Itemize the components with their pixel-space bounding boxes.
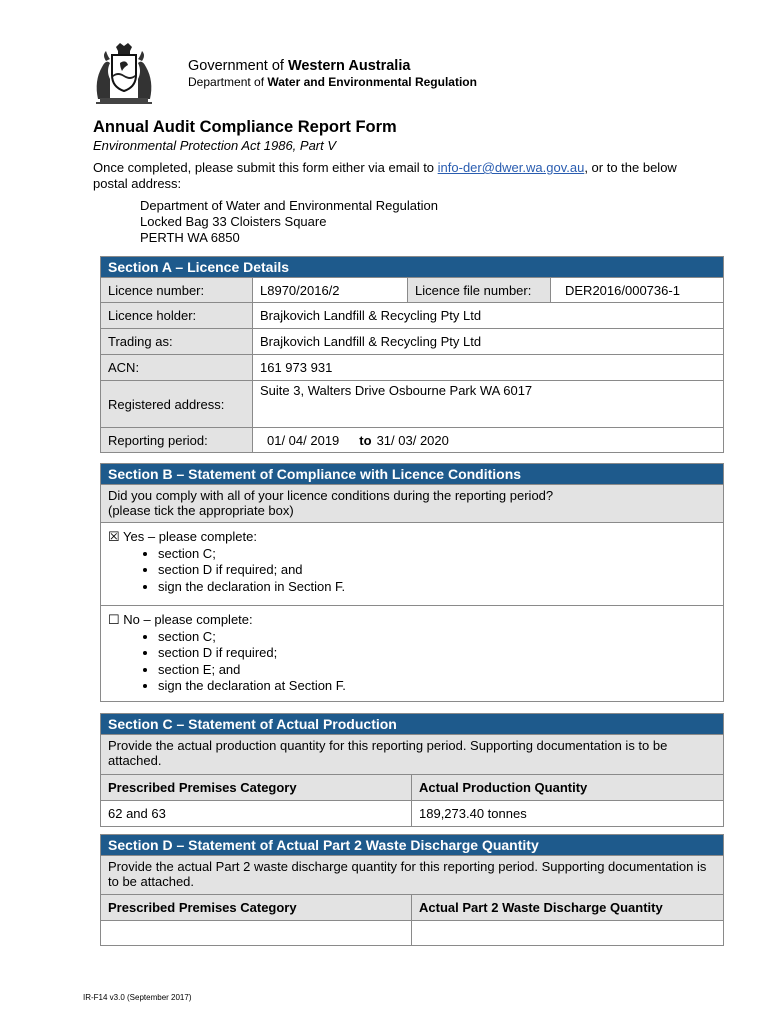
section-d xyxy=(100,834,724,946)
trading-as-field[interactable]: Brajkovich Landfill & Recycling Pty Ltd xyxy=(260,334,482,349)
list-item: • sign the declaration in Section F. xyxy=(158,579,716,596)
period-to-label: to xyxy=(359,432,372,448)
period-from-field[interactable]: 01/ 04/ 2019 xyxy=(267,432,340,448)
yes-option xyxy=(101,523,723,606)
trading-as-label: Trading as: xyxy=(101,329,253,354)
list-item: • section C; xyxy=(158,546,716,563)
form-subtitle: Environmental Protection Act 1986, Part V xyxy=(93,138,337,153)
licence-number-field[interactable]: L8970/2016/2 xyxy=(253,278,408,302)
production-quantity-field[interactable]: 189,273.40 tonnes xyxy=(419,806,527,821)
yes-label: Yes – please complete: xyxy=(123,529,257,544)
registered-address-label: Registered address: xyxy=(101,381,253,427)
section-a-title: Section A – Licence Details xyxy=(101,257,723,278)
section-b xyxy=(100,463,724,702)
discharge-category-field[interactable] xyxy=(101,921,412,945)
licence-number-label: Licence number: xyxy=(101,278,253,302)
no-checkbox[interactable]: ☐ xyxy=(108,612,120,627)
form-title: Annual Audit Compliance Report Form xyxy=(93,118,397,136)
licence-holder-field[interactable]: Brajkovich Landfill & Recycling Pty Ltd xyxy=(260,308,482,323)
section-c-title: Section C – Statement of Actual Production xyxy=(101,714,723,735)
discharge-quantity-header: Actual Part 2 Waste Discharge Quantity xyxy=(419,900,663,915)
list-item: • section D if required; and xyxy=(158,562,716,579)
table-row xyxy=(101,921,723,945)
list-item: • section C; xyxy=(158,629,716,646)
period-to-field[interactable]: 31/ 03/ 2020 xyxy=(376,432,449,448)
reporting-period-field xyxy=(253,428,723,452)
email-link[interactable]: info-der@dwer.wa.gov.au xyxy=(437,160,585,175)
section-c xyxy=(100,713,724,827)
section-a xyxy=(100,256,724,453)
list-item: • sign the declaration at Section F. xyxy=(158,678,716,695)
production-quantity-header: Actual Production Quantity xyxy=(419,780,588,795)
section-b-title: Section B – Statement of Compliance with Licence Conditions xyxy=(101,464,723,485)
page-header xyxy=(92,40,477,108)
production-category-header: Prescribed Premises Category xyxy=(101,775,412,800)
table-row xyxy=(101,801,723,826)
form-version-footer: IR-F14 v3.0 (September 2017) xyxy=(83,993,192,1002)
list-item: • section E; and xyxy=(158,662,716,679)
intro-text: Once completed, please submit this form either via email to info-der@dwer.wa.gov.au, or to the below postal address: xyxy=(93,160,677,191)
production-category-field[interactable]: 62 and 63 xyxy=(101,801,412,826)
section-d-title: Section D – Statement of Actual Part 2 Waste Discharge Quantity xyxy=(101,835,723,856)
section-c-note: Provide the actual production quantity for this reporting period. Supporting documentation is to be attached. xyxy=(101,735,723,775)
list-item: • section D if required; xyxy=(158,645,716,662)
government-name: Government of Western Australia xyxy=(188,58,411,74)
acn-field[interactable]: 161 973 931 xyxy=(260,360,333,375)
no-label: No – please complete: xyxy=(123,612,253,627)
licence-holder-label: Licence holder: xyxy=(101,303,253,328)
licence-file-label: Licence file number: xyxy=(408,278,551,302)
no-option xyxy=(101,606,723,701)
licence-file-field[interactable]: DER2016/000736-1 xyxy=(565,282,680,298)
wa-coat-of-arms-icon xyxy=(92,41,156,107)
reporting-period-label: Reporting period: xyxy=(101,428,253,452)
postal-address: Department of Water and Environmental Regulation Locked Bag 33 Cloisters Square PERTH WA 6850 xyxy=(140,198,438,245)
discharge-quantity-field[interactable] xyxy=(412,921,723,945)
department-name: Department of Water and Environmental Regulation xyxy=(188,75,477,89)
compliance-question: Did you comply with all of your licence conditions during the reporting period? (please tick the appropriate box) xyxy=(101,485,723,523)
registered-address-field[interactable]: Suite 3, Walters Drive Osbourne Park WA 6017 xyxy=(260,383,533,398)
discharge-category-header: Prescribed Premises Category xyxy=(101,895,412,920)
section-d-note: Provide the actual Part 2 waste discharge quantity for this reporting period. Supporting documentation is to be attached. xyxy=(101,856,723,895)
yes-checkbox[interactable]: ☒ xyxy=(108,529,120,544)
acn-label: ACN: xyxy=(101,355,253,380)
